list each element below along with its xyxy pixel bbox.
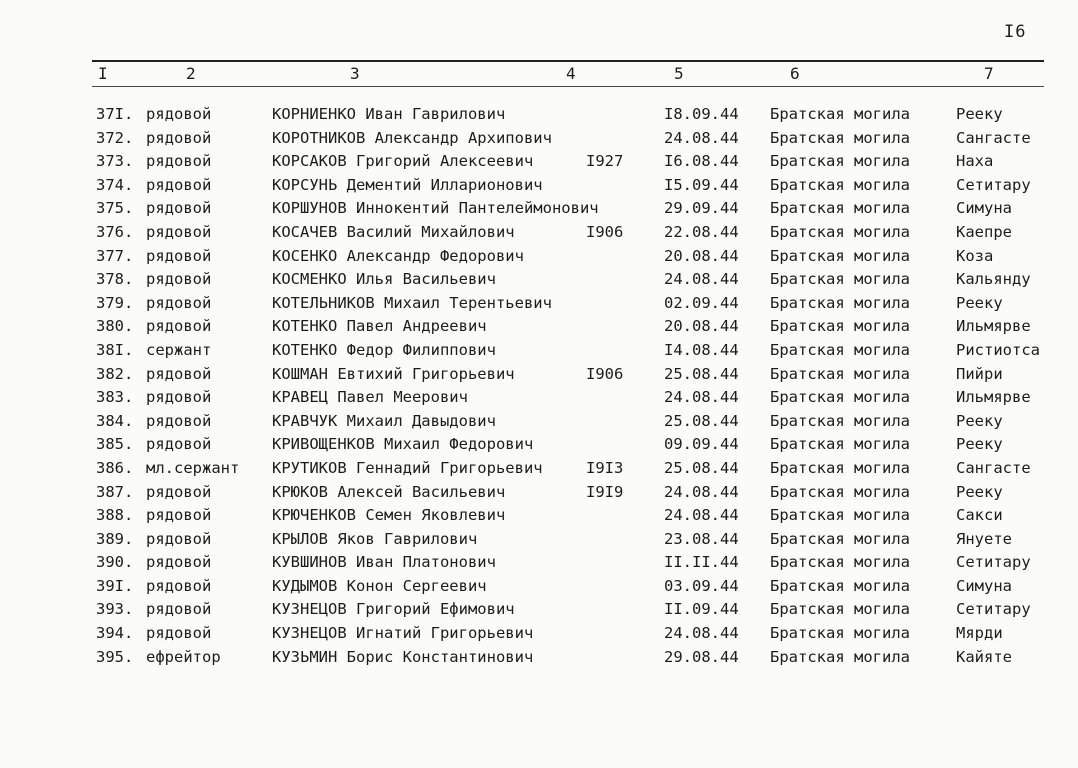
- birth-year: I9I9: [586, 482, 624, 501]
- table-row: [0, 481, 1078, 505]
- burial-type: Братская могила: [770, 647, 910, 666]
- full-name: КУЗНЕЦОВ Григорий Ефимович: [272, 600, 515, 619]
- table-row: [0, 410, 1078, 434]
- record-number: 375.: [96, 199, 134, 218]
- burial-type: Братская могила: [770, 529, 910, 548]
- rank: рядовой: [146, 175, 212, 194]
- rank: рядовой: [146, 435, 212, 454]
- birth-year: I927: [586, 152, 624, 171]
- record-number: 376.: [96, 222, 134, 241]
- record-number: 395.: [96, 647, 134, 666]
- table-row: [0, 150, 1078, 174]
- burial-type: Братская могила: [770, 506, 910, 525]
- record-number: 384.: [96, 411, 134, 430]
- full-name: КОРОТНИКОВ Александр Архипович: [272, 128, 552, 147]
- burial-place: Рееку: [956, 482, 1003, 501]
- record-number: 394.: [96, 624, 134, 643]
- column-header-7: 7: [984, 64, 994, 83]
- full-name: КРЫЛОВ Яков Гаврилович: [272, 529, 478, 548]
- record-number: 372.: [96, 128, 134, 147]
- column-header-5: 5: [674, 64, 684, 83]
- birth-year: I906: [586, 364, 624, 383]
- column-header-6: 6: [790, 64, 800, 83]
- rank: рядовой: [146, 624, 212, 643]
- record-number: 387.: [96, 482, 134, 501]
- table-row: [0, 174, 1078, 198]
- rank: рядовой: [146, 317, 212, 336]
- death-date: 23.08.44: [664, 529, 739, 548]
- death-date: 24.08.44: [664, 482, 739, 501]
- burial-place: Симуна: [956, 576, 1012, 595]
- death-date: 24.08.44: [664, 128, 739, 147]
- full-name: КОТЕНКО Федор Филиппович: [272, 340, 496, 359]
- page-number: I6: [1004, 22, 1027, 42]
- death-date: II.II.44: [664, 553, 739, 572]
- burial-place: Сетитару: [956, 600, 1031, 619]
- record-number: 382.: [96, 364, 134, 383]
- death-date: 29.09.44: [664, 199, 739, 218]
- death-date: 02.09.44: [664, 293, 739, 312]
- record-number: 393.: [96, 600, 134, 619]
- death-date: I8.09.44: [664, 105, 739, 123]
- record-number: 380.: [96, 317, 134, 336]
- burial-place: Симуна: [956, 199, 1012, 218]
- burial-place: Сангасте: [956, 458, 1031, 477]
- full-name: КОТЕЛЬНИКОВ Михаил Терентьевич: [272, 293, 552, 312]
- full-name: КРАВЕЦ Павел Меерович: [272, 388, 468, 407]
- rank: рядовой: [146, 199, 212, 218]
- table-row: [0, 622, 1078, 646]
- record-number: 385.: [96, 435, 134, 454]
- full-name: КУДЫМОВ Конон Сергеевич: [272, 576, 487, 595]
- full-name: КУВШИНОВ Иван Платонович: [272, 553, 496, 572]
- full-name: КОТЕНКО Павел Андреевич: [272, 317, 487, 336]
- burial-place: Кальянду: [956, 270, 1031, 289]
- rank: рядовой: [146, 388, 212, 407]
- burial-type: Братская могила: [770, 553, 910, 572]
- burial-type: Братская могила: [770, 246, 910, 265]
- record-number: 383.: [96, 388, 134, 407]
- rank: рядовой: [146, 576, 212, 595]
- full-name: КРАВЧУК Михаил Давыдович: [272, 411, 496, 430]
- death-date: 24.08.44: [664, 388, 739, 407]
- rank: сержант: [146, 340, 212, 359]
- burial-place: Сетитару: [956, 553, 1031, 572]
- burial-place: Кайяте: [956, 647, 1012, 666]
- table-top-rule: [92, 60, 1044, 62]
- birth-year: I906: [586, 222, 624, 241]
- rank: ефрейтор: [146, 647, 221, 666]
- rank: рядовой: [146, 270, 212, 289]
- table-row: [0, 315, 1078, 339]
- rank: мл.сержант: [146, 458, 240, 477]
- table-row: [0, 504, 1078, 528]
- death-date: 20.08.44: [664, 317, 739, 336]
- burial-type: Братская могила: [770, 600, 910, 619]
- burial-place: Ильмярве: [956, 388, 1031, 407]
- full-name: КОСЕНКО Александр Федорович: [272, 246, 524, 265]
- burial-type: Братская могила: [770, 270, 910, 289]
- burial-place: Януете: [956, 529, 1012, 548]
- burial-type: Братская могила: [770, 340, 910, 359]
- table-row: [0, 386, 1078, 410]
- death-date: I5.09.44: [664, 175, 739, 194]
- rank: рядовой: [146, 553, 212, 572]
- table-row: [0, 598, 1078, 622]
- death-date: 20.08.44: [664, 246, 739, 265]
- full-name: КУЗЬМИН Борис Константинович: [272, 647, 534, 666]
- burial-type: Братская могила: [770, 364, 910, 383]
- record-number: 39I.: [96, 576, 134, 595]
- death-date: 25.08.44: [664, 411, 739, 430]
- burial-place: Сангасте: [956, 128, 1031, 147]
- burial-place: Ильмярве: [956, 317, 1031, 336]
- rank: рядовой: [146, 482, 212, 501]
- table-row: [0, 127, 1078, 151]
- full-name: КОРСУНЬ Дементий Илларионович: [272, 175, 543, 194]
- record-number: 373.: [96, 152, 134, 171]
- burial-type: Братская могила: [770, 435, 910, 454]
- table-row: [0, 221, 1078, 245]
- record-number: 389.: [96, 529, 134, 548]
- table-row: [0, 339, 1078, 363]
- burial-type: Братская могила: [770, 152, 910, 171]
- rank: рядовой: [146, 506, 212, 525]
- full-name: КОСМЕНКО Илья Васильевич: [272, 270, 496, 289]
- burial-list: [0, 103, 1078, 669]
- burial-place: Коза: [956, 246, 994, 265]
- column-header-2: 2: [186, 64, 196, 83]
- death-date: 24.08.44: [664, 624, 739, 643]
- rank: рядовой: [146, 128, 212, 147]
- rank: рядовой: [146, 600, 212, 619]
- death-date: 25.08.44: [664, 364, 739, 383]
- burial-type: Братская могила: [770, 175, 910, 194]
- table-row: [0, 433, 1078, 457]
- burial-type: Братская могила: [770, 222, 910, 241]
- record-number: 374.: [96, 175, 134, 194]
- rank: рядовой: [146, 364, 212, 383]
- death-date: 29.08.44: [664, 647, 739, 666]
- burial-place: Сетитару: [956, 175, 1031, 194]
- record-number: 378.: [96, 270, 134, 289]
- rank: рядовой: [146, 152, 212, 171]
- full-name: КОРШУНОВ Иннокентий Пантелеймонович: [272, 199, 599, 218]
- table-row: [0, 103, 1078, 127]
- record-number: 37I.: [96, 105, 134, 123]
- death-date: 24.08.44: [664, 506, 739, 525]
- burial-type: Братская могила: [770, 199, 910, 218]
- burial-place: Рееку: [956, 293, 1003, 312]
- table-row: [0, 268, 1078, 292]
- burial-type: Братская могила: [770, 576, 910, 595]
- table-row: [0, 245, 1078, 269]
- record-number: 386.: [96, 458, 134, 477]
- table-row: [0, 528, 1078, 552]
- death-date: 22.08.44: [664, 222, 739, 241]
- burial-type: Братская могила: [770, 482, 910, 501]
- record-number: 377.: [96, 246, 134, 265]
- column-header-4: 4: [566, 64, 576, 83]
- rank: рядовой: [146, 246, 212, 265]
- burial-type: Братская могила: [770, 624, 910, 643]
- burial-place: Ристиотса: [956, 340, 1040, 359]
- table-row: [0, 646, 1078, 670]
- record-number: 390.: [96, 553, 134, 572]
- death-date: 03.09.44: [664, 576, 739, 595]
- full-name: КРЮКОВ Алексей Васильевич: [272, 482, 506, 501]
- burial-type: Братская могила: [770, 411, 910, 430]
- burial-type: Братская могила: [770, 317, 910, 336]
- burial-place: Сакси: [956, 506, 1003, 525]
- table-row: [0, 292, 1078, 316]
- full-name: КОРНИЕНКО Иван Гаврилович: [272, 105, 506, 123]
- death-date: I6.08.44: [664, 152, 739, 171]
- burial-type: Братская могила: [770, 458, 910, 477]
- record-number: 379.: [96, 293, 134, 312]
- burial-type: Братская могила: [770, 293, 910, 312]
- death-date: 24.08.44: [664, 270, 739, 289]
- full-name: КОРСАКОВ Григорий Алексеевич: [272, 152, 534, 171]
- rank: рядовой: [146, 293, 212, 312]
- full-name: КОСАЧЕВ Василий Михайлович: [272, 222, 515, 241]
- table-row: [0, 197, 1078, 221]
- column-header-1: I: [98, 64, 108, 83]
- burial-type: Братская могила: [770, 388, 910, 407]
- burial-place: Рееку: [956, 435, 1003, 454]
- death-date: 25.08.44: [664, 458, 739, 477]
- death-date: I4.08.44: [664, 340, 739, 359]
- record-number: 38I.: [96, 340, 134, 359]
- burial-place: Мярди: [956, 624, 1003, 643]
- full-name: КОШМАН Евтихий Григорьевич: [272, 364, 515, 383]
- record-number: 388.: [96, 506, 134, 525]
- death-date: 09.09.44: [664, 435, 739, 454]
- birth-year: I9I3: [586, 458, 624, 477]
- full-name: КРИВОЩЕНКОВ Михаил Федорович: [272, 435, 534, 454]
- table-row: [0, 575, 1078, 599]
- burial-place: Рееку: [956, 105, 1003, 123]
- rank: рядовой: [146, 222, 212, 241]
- burial-place: Наха: [956, 152, 994, 171]
- burial-place: Пийри: [956, 364, 1003, 383]
- table-row: [0, 551, 1078, 575]
- full-name: КУЗНЕЦОВ Игнатий Григорьевич: [272, 624, 534, 643]
- rank: рядовой: [146, 105, 212, 123]
- death-date: II.09.44: [664, 600, 739, 619]
- full-name: КРЮЧЕНКОВ Семен Яковлевич: [272, 506, 506, 525]
- burial-type: Братская могила: [770, 128, 910, 147]
- table-header-rule: [92, 86, 1044, 87]
- burial-type: Братская могила: [770, 105, 910, 123]
- burial-place: Рееку: [956, 411, 1003, 430]
- burial-place: Каепре: [956, 222, 1012, 241]
- rank: рядовой: [146, 411, 212, 430]
- column-header-3: 3: [350, 64, 360, 83]
- full-name: КРУТИКОВ Геннадий Григорьевич: [272, 458, 543, 477]
- table-row: [0, 363, 1078, 387]
- rank: рядовой: [146, 529, 212, 548]
- table-row: [0, 457, 1078, 481]
